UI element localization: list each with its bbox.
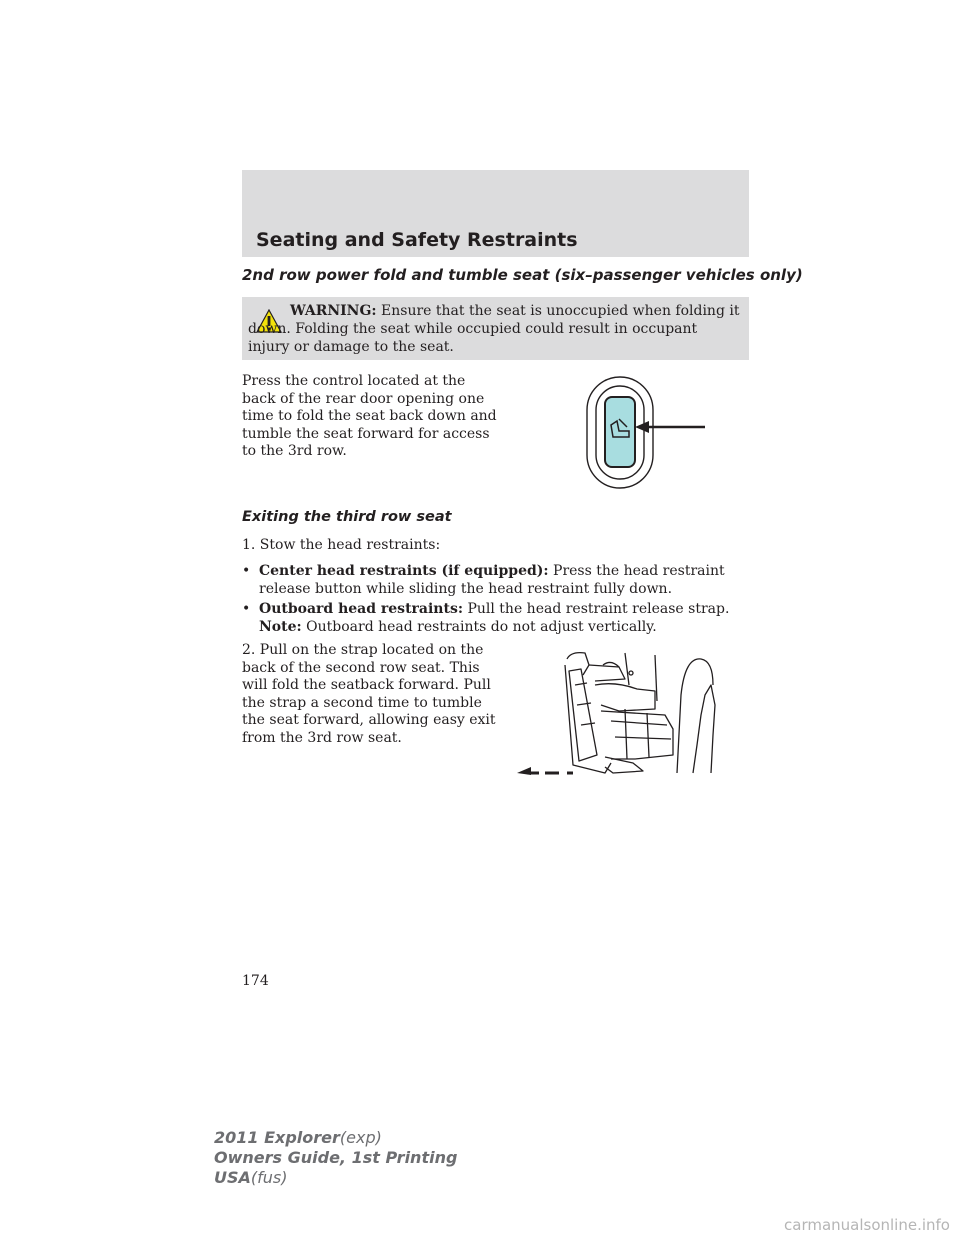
text-line: back of the rear door opening one xyxy=(242,390,485,407)
footer-model: 2011 Explorer xyxy=(214,1128,340,1147)
footer-printing: Owners Guide, 1st Printing xyxy=(214,1148,458,1167)
warning-text xyxy=(248,302,743,356)
document-footer xyxy=(214,1128,457,1188)
warning-label: WARNING: xyxy=(290,303,377,319)
text-line: Press the control located at the xyxy=(242,373,466,389)
bullet-dot: • xyxy=(242,563,251,579)
second-row-seat-illustration xyxy=(515,645,725,775)
text-line: from the 3rd row seat. xyxy=(242,729,402,746)
note-text: Outboard head restraints do not adjust vertically. xyxy=(306,618,657,635)
text-line: tumble the seat forward for access xyxy=(242,425,490,442)
text-line: the seat forward, allowing easy exit xyxy=(242,712,496,728)
heading-exiting-third-row: Exiting the third row seat xyxy=(242,509,452,525)
bullet-dot: • xyxy=(242,601,251,617)
heading-power-fold-seat: 2nd row power fold and tumble seat (six–passenger vehicles only) xyxy=(242,266,803,284)
bullet-text: Press the head restraint xyxy=(553,563,725,579)
step-1: 1. Stow the head restraints: xyxy=(242,537,441,553)
bullet-text: release button while sliding the head restraint fully down. xyxy=(259,580,673,597)
power-fold-switch-illustration xyxy=(585,375,710,490)
text-line: will fold the seatback forward. Pull xyxy=(242,677,491,693)
bullet-label: Center head restraints (if equipped): xyxy=(259,563,549,579)
text-line: the strap a second time to tumble xyxy=(242,694,482,711)
footer-region-code: (fus) xyxy=(250,1168,288,1187)
bullet-outboard-head-restraints xyxy=(242,601,742,637)
text-line: time to fold the seat back down and xyxy=(242,408,497,424)
bullet-label: Outboard head restraints: xyxy=(259,601,463,617)
footer-model-code: (exp) xyxy=(339,1128,382,1147)
step-2 xyxy=(242,642,496,747)
page-number: 174 xyxy=(242,973,269,989)
text-line: to the 3rd row. xyxy=(242,443,347,459)
watermark[interactable]: carmanualsonline.info xyxy=(784,1216,950,1234)
power-fold-instructions xyxy=(242,373,497,461)
section-header-band xyxy=(242,170,749,257)
text-line: 2. Pull on the strap located on the xyxy=(242,642,484,658)
section-title: Seating and Safety Restraints xyxy=(256,229,578,251)
warning-body: Ensure that the seat is unoccupied when folding it down. Folding the seat while occupied could result in occupant injury or damage to the seat. xyxy=(248,303,740,355)
bullet-text: Pull the head restraint release strap. xyxy=(467,601,730,617)
warning-box xyxy=(242,297,749,360)
text-line: back of the second row seat. This xyxy=(242,659,480,676)
bullet-center-head-restraints xyxy=(242,563,742,599)
footer-region: USA xyxy=(214,1168,251,1187)
note-label: Note: xyxy=(259,618,302,635)
